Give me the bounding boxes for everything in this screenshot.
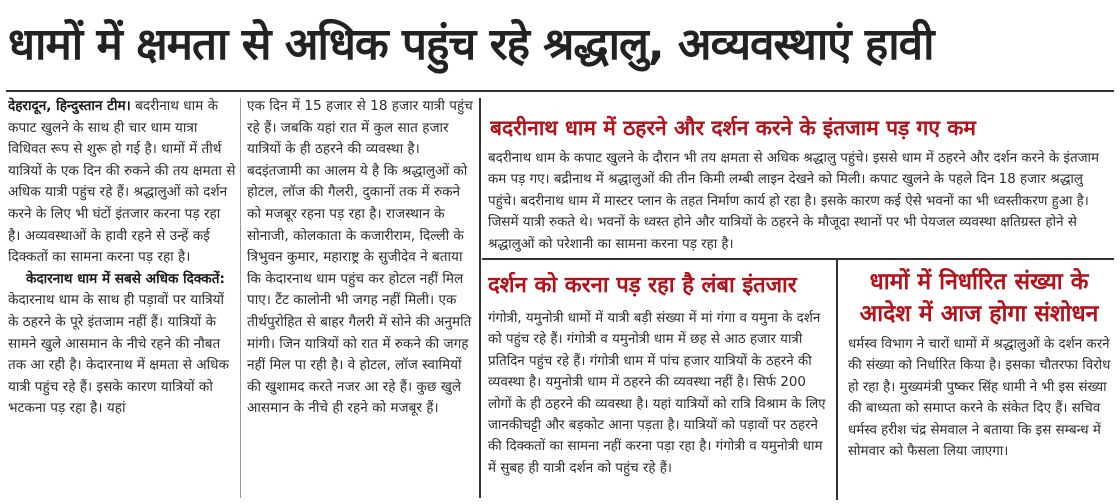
column-1-paragraph-2 (8, 269, 236, 420)
dateline: देहरादून, हिन्दुस्तान टीम। (8, 98, 131, 114)
column-2-paragraph-1: एक दिन में 15 हजार से 18 हजार यात्री पहुंच रहे हैं। जबकि यहां रात में कुल सात हजार यात्रियों के ही ठहरने की व्यवस्था है। बदइंतजामी का आलम ये है कि श्रद्धालुओं को होटल, लॉज की गैलरी, दुकानों तक में रुकने को मजबूर रहना पड़ रहा है। राजस्थान के सोनाजी, कोलकाता के कजारीराम, दिल्ली के त्रिभुवन कुमार, महाराष्ट्र के सुजीदेव ने बताया कि केदारनाथ धाम पहुंच कर होटल नहीं मिल पाए। टैंट कालोनी भी जगह नहीं मिली। एक तीर्थपुरोहित से बाहर गैलरी में सोने की अनुमति मांगी। जिन यात्रियों को रात में रुकने की जगह नहीं मिल पा रही है। वे होटल, लॉज स्वामियों की खुशामद करते नजर आ रहे हैं। कुछ खुले आसमान के नीचे ही रहने को मजबूर हैं। (247, 98, 473, 417)
box-3-title: धामों में निर्धारित संख्या के आदेश में आज होगा संशोधन (859, 269, 1099, 327)
column-1 (8, 96, 236, 500)
column-1-paragraph-1 (8, 96, 236, 269)
inline-subhead-kedarnath: केदारनाथ धाम में सबसे अधिक दिक्कतें: (26, 270, 225, 287)
box-1-title: बदरीनाथ धाम में ठहरने और दर्शन करने के इंतजाम पड़ गए कम (490, 116, 976, 140)
column-divider-1 (240, 98, 241, 498)
box-2-body (488, 308, 828, 500)
column-2 (247, 96, 473, 500)
column-1-text-2: केदारनाथ धाम के साथ ही पड़ावों पर यात्रियों के ठहरने के पूरे इंतजाम नहीं हैं। यात्रियों के सामने खुले आसमान के नीचे रहने की नौबत तक आ रही है। केदारनाथ में क्षमता से अधिक यात्री पहुंच रहे हैं। इसके कारण यात्रियों को भटकना पड़ रहा है। यहां (8, 292, 229, 417)
box-3-body (848, 334, 1112, 500)
box-1-body (488, 148, 1114, 254)
box-3-text: धर्मस्व विभाग ने चारों धामों में श्रद्धालुओं के दर्शन करने की संख्या को निर्धारित किया है। इसका चौतरफा विरोध हो रहा है। मुख्यमंत्री पुष्कर सिंह धामी ने भी इस संख्या की बाध्यता को समाप्त करने के संकेत दिए हैं। सचिव धर्मस्व हरीश चंद्र सेमवाल ने बताया कि इस सम्बन्ध में सोमवार को फैसला लिया जाएगा। (848, 337, 1111, 460)
column-1-text-1: बदरीनाथ धाम के कपाट खुलने के साथ ही चार धाम यात्रा विधिवत रूप से शुरू हो गई है। धामों में तीर्थ यात्रियों के एक दिन की रुकने की तय क्षमता से अधिक यात्री पहुंच रहे हैं। श्रद्धालुओं को दर्शन करने के लिए भी घंटों इंतजार करना पड़ रहा है। अव्यवस्थाओं के हावी रहने से उन्हें कई दिक्कतों का सामना करना पड़ रहा है। (8, 98, 236, 266)
box-1-text: बदरीनाथ धाम के कपाट खुलने के दौरान भी तय क्षमता से अधिक श्रद्धालु पहुंचे। इससे धाम में ठहरने और दर्शन करने के इंतजाम कम पड़ गए। बद्रीनाथ में श्रद्धालुओं की तीन किमी लम्बी लाइन देखने को मिली। कपाट खुलने के पहले दिन 18 हजार श्रद्धालु पहुंचे। बदरीनाथ धाम में मास्टर प्लान के तहत निर्माण कार्य हो रहा है। इसके कारण कई ऐसे भवनों का भी ध्वस्तीकरण हुआ है। जिसमें यात्री रुकते थे। भवनों के ध्वस्त होने और यात्रियों के ठहरने के मौजूदा स्थानों पर भी पेयजल व्यवस्था क्षतिग्रस्त होने से श्रद्धालुओं को परेशानी का सामना करना पड़ रहा है। (488, 151, 1099, 252)
box-divider-horizontal (482, 258, 1114, 260)
headline-rule (6, 90, 1114, 92)
box-2-title: दर्शन को करना पड़ रहा है लंबा इंतजार (488, 273, 797, 298)
box-divider-vertical (836, 260, 838, 500)
column-divider-2 (479, 98, 481, 498)
box-2-text: गंगोत्री, यमुनोत्री धामों में यात्री बड़ी संख्या में मां गंगा व यमुना के दर्शन को पहुंच रहे हैं। गंगोत्री व यमुनोत्री धाम में छह से आठ हजार यात्री प्रतिदिन पहुंच रहे हैं। गंगोत्री धाम में पांच हजार यात्रियों के ठहरने की व्यवस्था है। यमुनोत्री धाम में ठहरने की व्यवस्था नहीं है। सिर्फ 200 लोगों के ही ठहरने की व्यवस्था है। यहां यात्रियों को रात्रि विश्राम के लिए जानकीचट्टी और बड़कोट आना पड़ता है। यात्रियों को पड़ावों पर ठहरने की दिक्कतों का सामना नहीं करना पड़ा रहा है। गंगोत्री व यमुनोत्री धाम में सुबह ही यात्री दर्शन को पहुंच रहे हैं। (488, 311, 826, 476)
headline: धामों में क्षमता से अधिक पहुंच रहे श्रद्धालु, अव्यवस्थाएं हावी (8, 19, 934, 70)
